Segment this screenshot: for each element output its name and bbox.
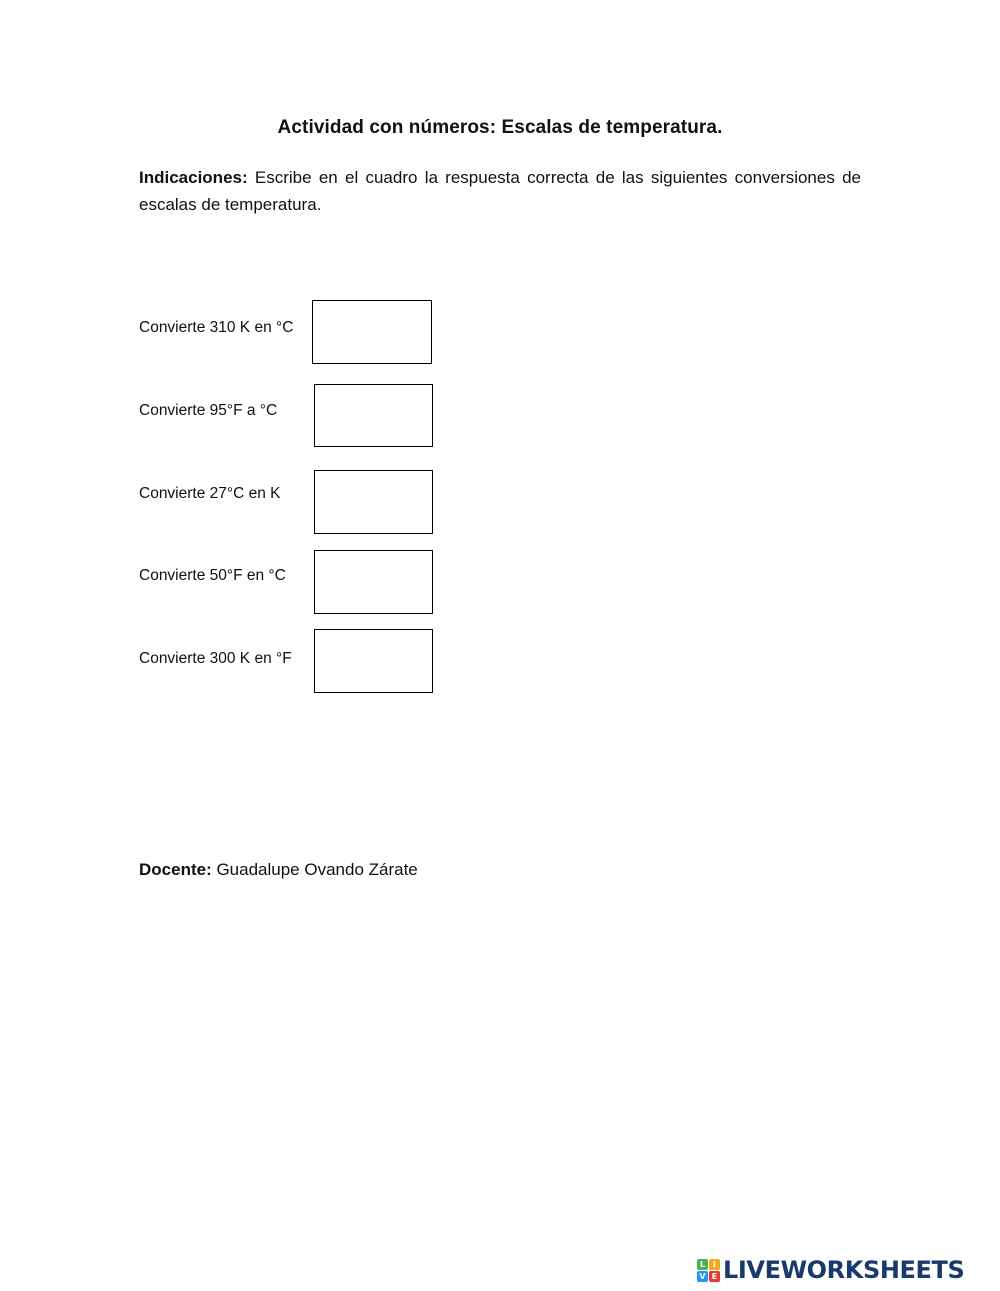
answer-input-2[interactable] <box>314 384 433 447</box>
liveworksheets-logo <box>697 1256 964 1284</box>
teacher-credit <box>139 860 418 880</box>
logo-block-l: L <box>697 1259 708 1270</box>
teacher-lead: Docente: <box>139 860 212 879</box>
logo-wordmark: LIVEWORKSHEETS <box>723 1256 965 1284</box>
instructions-paragraph <box>139 164 861 218</box>
logo-mark <box>697 1259 720 1282</box>
question-label-4: Convierte 50°F en °C <box>139 567 286 584</box>
question-label-3: Convierte 27°C en K <box>139 485 281 502</box>
logo-block-i: I <box>709 1259 720 1270</box>
answer-input-3[interactable] <box>314 470 433 534</box>
question-label-1: Convierte 310 K en °C <box>139 319 294 336</box>
answer-input-1[interactable] <box>312 300 432 364</box>
answer-input-5[interactable] <box>314 629 433 693</box>
teacher-name: Guadalupe Ovando Zárate <box>211 860 418 879</box>
logo-block-e: E <box>709 1271 720 1282</box>
answer-input-4[interactable] <box>314 550 433 614</box>
instructions-lead: Indicaciones: <box>139 168 248 187</box>
question-label-5: Convierte 300 K en °F <box>139 650 292 667</box>
logo-block-v: V <box>697 1271 708 1282</box>
page-title: Actividad con números: Escalas de temperatura. <box>277 117 723 138</box>
instructions-text: Escribe en el cuadro la respuesta correcta de las siguientes conversiones de escalas de temperatura. <box>139 168 861 214</box>
question-label-2: Convierte 95°F a °C <box>139 402 278 419</box>
